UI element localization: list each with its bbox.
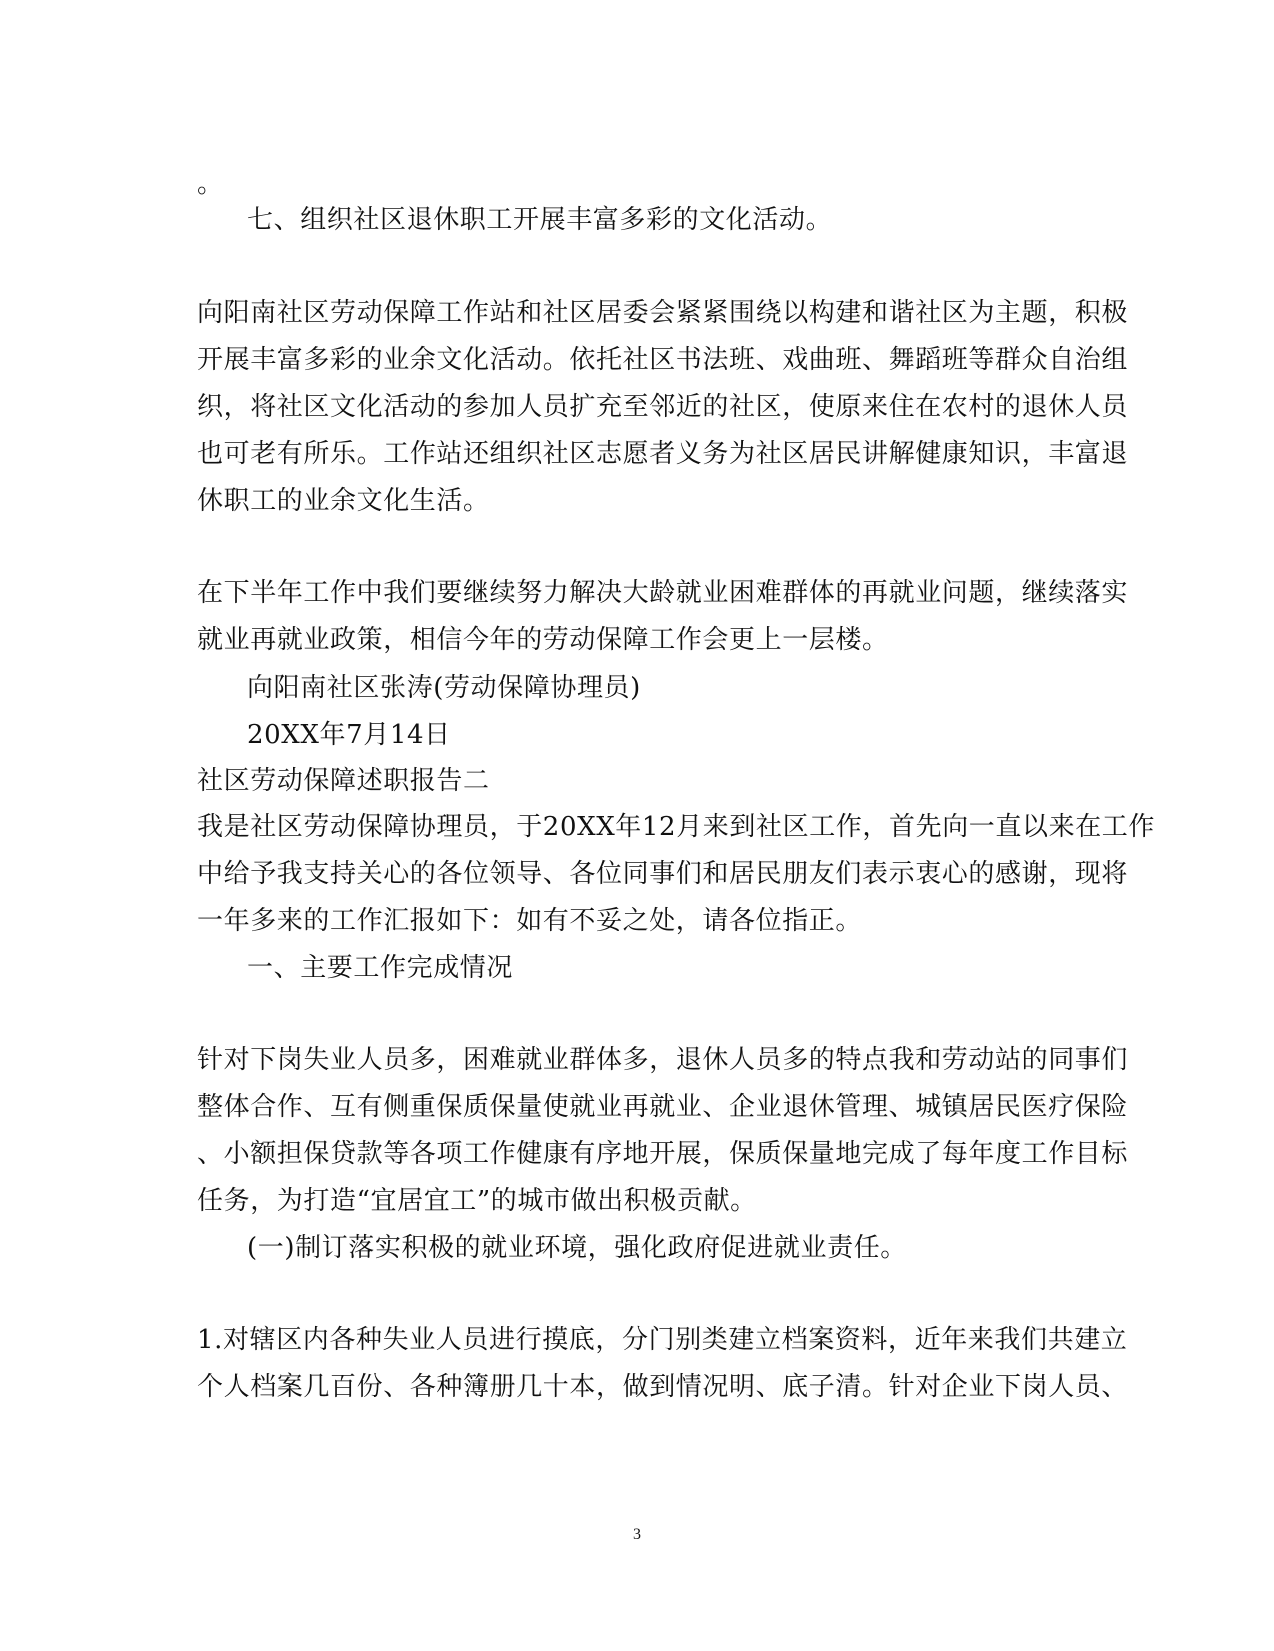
text-fragment: 。 <box>197 169 224 199</box>
paragraph-line: 就业再就业政策，相信今年的劳动保障工作会更上一层楼。 <box>197 625 889 655</box>
paragraph-line: 任务，为打造“宜居宜工”的城市做出积极贡献。 <box>197 1186 757 1216</box>
paragraph-line: 我是社区劳动保障协理员，于20XX年12月来到社区工作，首先向一直以来在工作 <box>197 812 1155 842</box>
paragraph-line: 个人档案几百份、各种簿册几十本，做到情况明、底子清。针对企业下岗人员、 <box>197 1372 1129 1402</box>
paragraph-line: 休职工的业余文化生活。 <box>197 486 490 516</box>
paragraph-line: 织，将社区文化活动的参加人员扩充至邻近的社区，使原来住在农村的退休人员 <box>197 392 1129 422</box>
paragraph-line: 、小额担保贷款等各项工作健康有序地开展，保质保量地完成了每年度工作目标 <box>197 1139 1129 1169</box>
paragraph-line: 开展丰富多彩的业余文化活动。依托社区书法班、戏曲班、舞蹈班等群众自治组 <box>197 345 1129 375</box>
paragraph-line: 也可老有所乐。工作站还组织社区志愿者义务为社区居民讲解健康知识，丰富退 <box>197 439 1129 469</box>
paragraph-line: 中给予我支持关心的各位领导、各位同事们和居民朋友们表示衷心的感谢，现将 <box>197 859 1129 889</box>
section-heading-one: 一、主要工作完成情况 <box>247 953 514 983</box>
report-two-title: 社区劳动保障述职报告二 <box>197 766 490 796</box>
paragraph-line: 针对下岗失业人员多，困难就业群体多，退休人员多的特点我和劳动站的同事们 <box>197 1045 1129 1075</box>
paragraph-line: 一年多来的工作汇报如下：如有不妥之处，请各位指正。 <box>197 906 863 936</box>
paragraph-line: 向阳南社区劳动保障工作站和社区居委会紧紧围绕以构建和谐社区为主题，积极 <box>197 298 1129 328</box>
paragraph-line: 在下半年工作中我们要继续努力解决大龄就业困难群体的再就业问题，继续落实 <box>197 578 1129 608</box>
signature: 向阳南社区张涛(劳动保障协理员) <box>247 673 641 703</box>
date: 20XX年7月14日 <box>247 720 451 750</box>
subsection-heading-one: (一)制订落实积极的就业环境，强化政府促进就业责任。 <box>247 1233 907 1263</box>
paragraph-line: 1.对辖区内各种失业人员进行摸底，分门别类建立档案资料，近年来我们共建立 <box>197 1325 1128 1355</box>
section-heading-seven: 七、组织社区退休职工开展丰富多彩的文化活动。 <box>247 205 833 235</box>
paragraph-line: 整体合作、互有侧重保质保量使就业再就业、企业退休管理、城镇居民医疗保险 <box>197 1092 1129 1122</box>
page-number: 3 <box>633 1526 641 1543</box>
